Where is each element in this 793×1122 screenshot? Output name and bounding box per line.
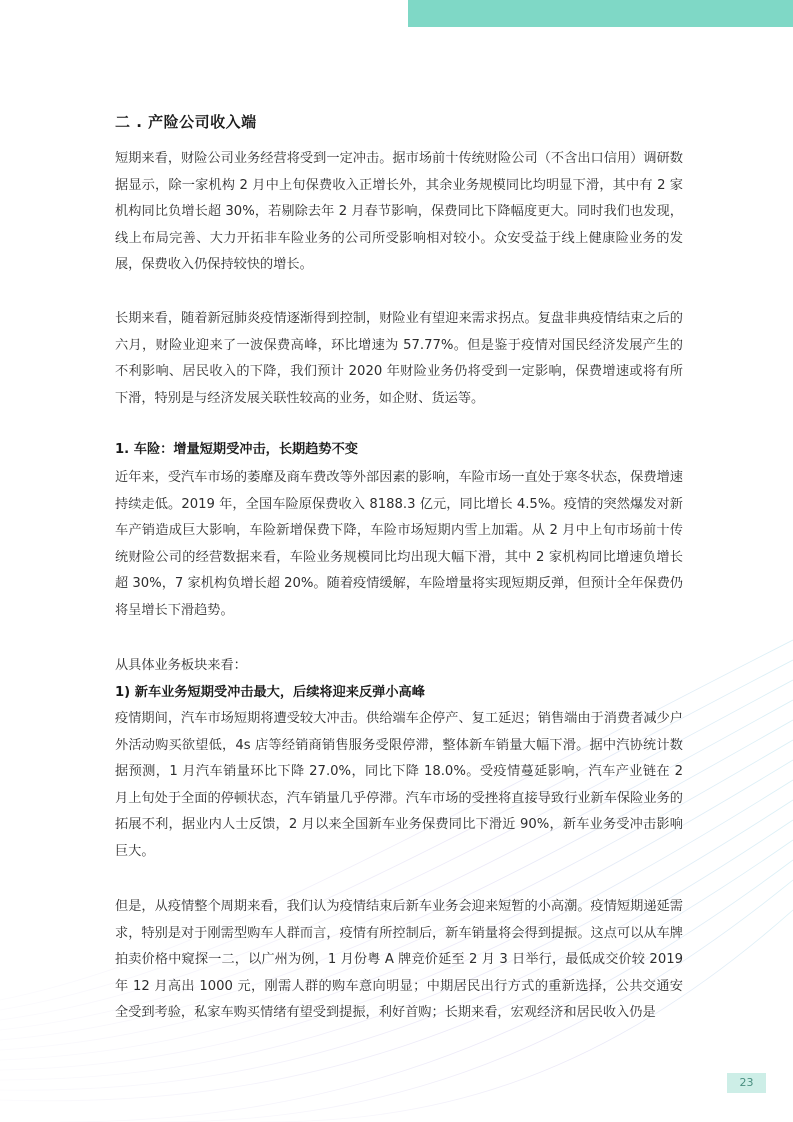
subheading-new-car-business: 1) 新车业务短期受冲击最大，后续将迎来反弹小高峰 — [115, 685, 425, 700]
intro-business-segments: 从具体业务板块来看： — [115, 658, 247, 673]
paragraph-long-term: 长期来看，随着新冠肺炎疫情逐渐得到控制，财险业有望迎来需求拐点。复盘非典疫情结束之后的六月，财险业迎来了一波保费高峰，环比增速为 57.77%。但是鉴于疫情对国民经济发展产生的不利影响、居民收入的下降，我们预计 2020 年财险业务仍将受到一定影响，保费增速或将有所下滑，特别是与经济发展关联性较高的业务，如企财、货运等。 — [115, 311, 683, 406]
paragraph-short-term: 短期来看，财险公司业务经营将受到一定冲击。据市场前十传统财险公司（不含出口信用）调研数据显示，除一家机构 2 月中上旬保费收入正增长外，其余业务规模同比均明显下滑，其中有 2 家机构同比负增长超 30%，若剔除去年 2 月春节影响，保费同比下降幅度更大。同时我们也发现，线上布局完善、大力开拓非车险业务的公司所受影响相对较小。众安受益于线上健康险业务的发展，保费收入仍保持较快的增长。 — [115, 151, 683, 272]
paragraph-new-car-impact: 疫情期间，汽车市场短期将遭受较大冲击。供给端车企停产、复工延迟；销售端由于消费者减少户外活动购买欲望低，4s 店等经销商销售服务受限停滞，整体新车销量大幅下滑。据中汽协统计数据预测，1 月汽车销量环比下降 27.0%，同比下降 18.0%。受疫情蔓延影响，汽车产业链在 2 月上旬处于全面的停顿状态，汽车销量几乎停滞。汽车市场的受挫将直接导致行业新车保险业务的拓展不利，据业内人士反馈，2 月以来全国新车业务保费同比下滑近 90%，新车业务受冲击影响巨大。 — [115, 711, 683, 859]
subheading-auto-insurance: 1. 车险：增量短期受冲击，长期趋势不变 — [115, 442, 358, 457]
section-title: 二 . 产险公司收入端 — [115, 113, 257, 131]
page-number: 23 — [727, 1073, 766, 1093]
paragraph-new-car-outlook: 但是，从疫情整个周期来看，我们认为疫情结束后新车业务会迎来短暂的小高潮。疫情短期递延需求，特别是对于刚需型购车人群而言，疫情有所控制后，新车销量将会得到提振。这点可以从车牌拍卖价格中窥探一二，以广州为例，1 月份粤 A 牌竞价延至 2 月 3 日举行，最低成交价较 2019 年 12 月高出 1000 元，刚需人群的购车意向明显；中期居民出行方式的重新选择，公共交通安全受到考验，私家车购买情绪有望受到提振，利好首购；长期来看，宏观经济和居民收入仍是 — [115, 899, 683, 1020]
paragraph-auto-insurance: 近年来，受汽车市场的萎靡及商车费改等外部因素的影响，车险市场一直处于寒冬状态，保费增速持续走低。2019 年，全国车险原保费收入 8188.3 亿元，同比增长 4.5%。疫情的突然爆发对新车产销造成巨大影响，车险新增保费下降，车险市场短期内雪上加霜。从 2 月中上旬市场前十传统财险公司的经营数据来看，车险业务规模同比均出现大幅下滑，其中 2 家机构同比增速负增长超 30%，7 家机构负增长超 20%。随着疫情缓解，车险增量将实现短期反弹，但预计全年保费仍将呈增长下滑趋势。 — [115, 470, 683, 618]
